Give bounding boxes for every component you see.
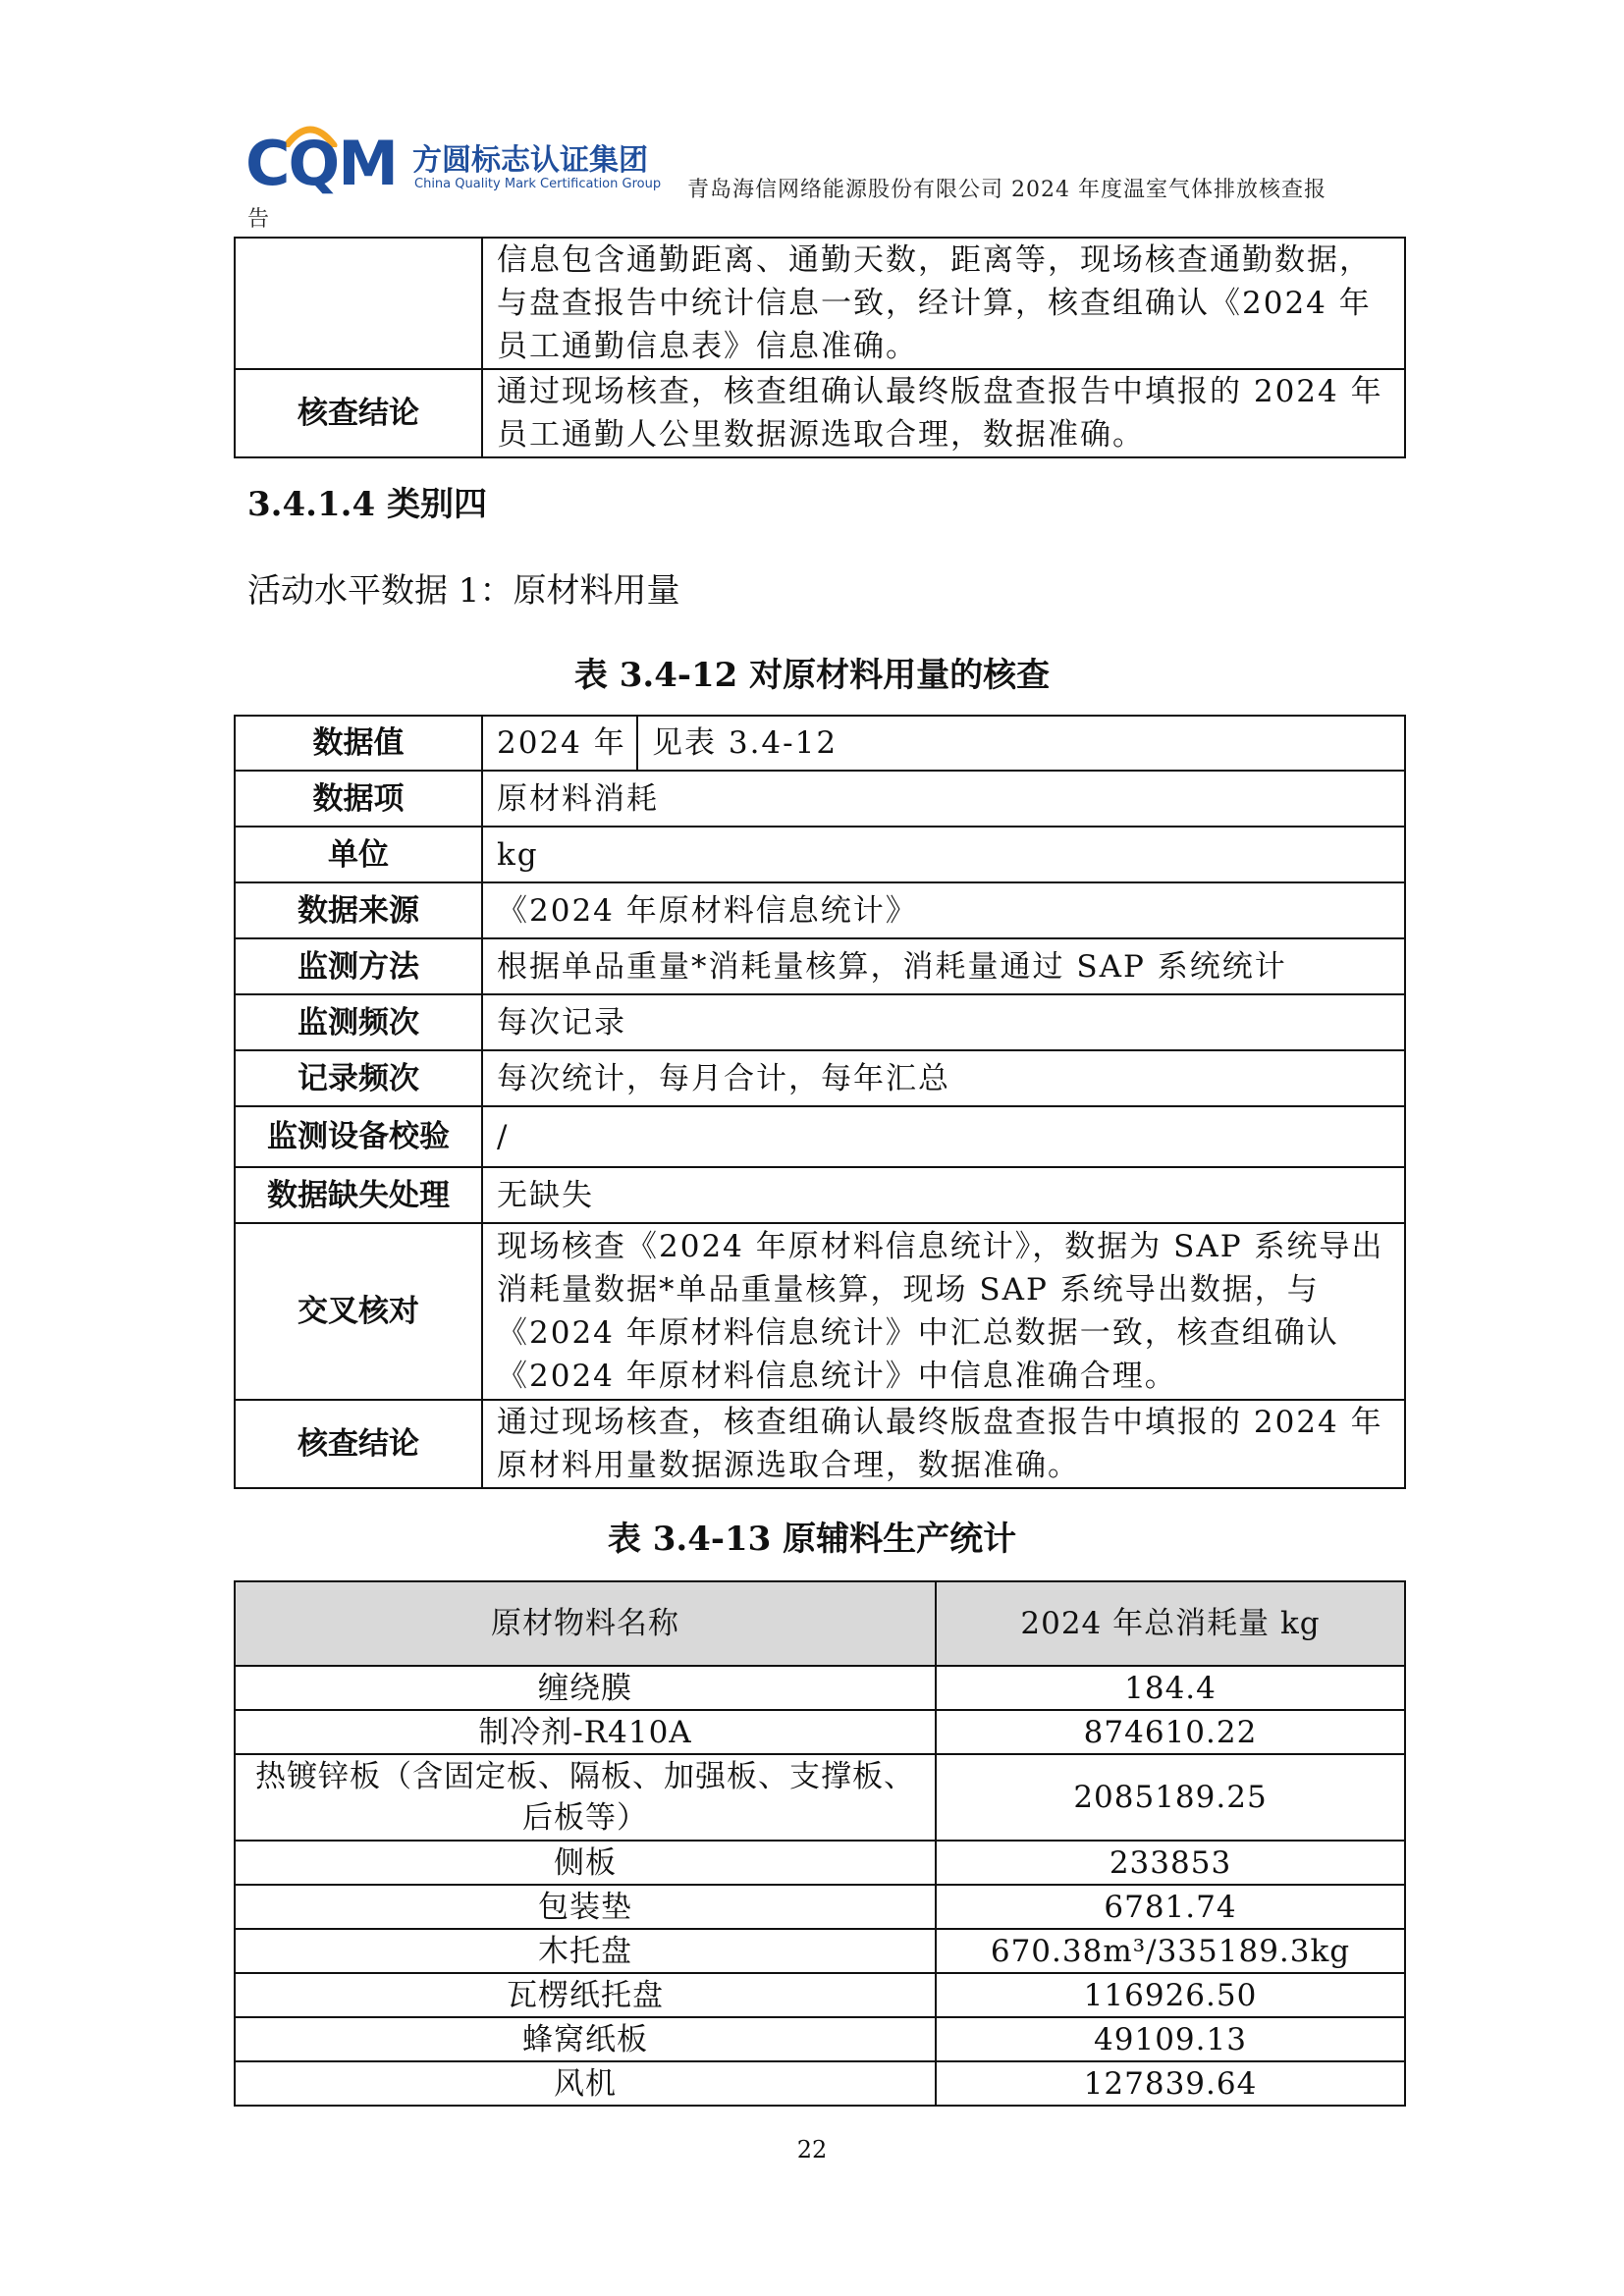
text-line: 与盘查报告中统计信息一致，经计算，核查组确认《2024 年 <box>497 286 1372 321</box>
table-row <box>235 1106 1405 1167</box>
row-label: 数据缺失处理 <box>235 1167 482 1223</box>
material-name: 缠绕膜 <box>235 1666 936 1710</box>
text-line: 信息包含通勤距离、通勤天数，距离等，现场核查通勤数据， <box>497 242 1372 278</box>
page-number: 22 <box>796 2136 828 2163</box>
table-row <box>235 1223 1405 1400</box>
row-label: 单位 <box>235 827 482 882</box>
row-label: 核查结论 <box>235 369 482 457</box>
row-label: 监测设备校验 <box>235 1106 482 1167</box>
table-row <box>235 1400 1405 1488</box>
logo-wordmark: CQM <box>245 128 397 199</box>
material-qty: 127839.64 <box>936 2061 1405 2106</box>
section-heading: 3.4.1.4 类别四 <box>247 485 487 524</box>
table-row <box>235 1050 1405 1106</box>
cqm-logo <box>245 120 697 198</box>
text-line: 《2024 年原材料信息统计》中汇总数据一致，核查组确认 <box>497 1315 1339 1351</box>
table-row <box>235 994 1405 1050</box>
material-qty: 49109.13 <box>936 2017 1405 2061</box>
table-caption: 表 3.4-13 原辅料生产统计 <box>607 1520 1017 1559</box>
column-header: 2024 年总消耗量 kg <box>936 1581 1405 1666</box>
header-report-title-wrap: 告 <box>247 207 270 232</box>
table-row <box>235 938 1405 994</box>
table-row <box>235 369 1405 457</box>
row-value <box>482 1400 1405 1488</box>
row-label: 监测频次 <box>235 994 482 1050</box>
table-row <box>235 882 1405 938</box>
material-name: 瓦楞纸托盘 <box>235 1973 936 2017</box>
row-label: 核查结论 <box>235 1400 482 1488</box>
table-row <box>235 771 1405 827</box>
row-value: kg <box>482 827 1405 882</box>
row-label: 监测方法 <box>235 938 482 994</box>
material-qty: 2085189.25 <box>936 1754 1405 1841</box>
text-line: 员工通勤人公里数据源选取合理，数据准确。 <box>497 417 1145 453</box>
table-row <box>235 1973 1405 2017</box>
table-row <box>235 1710 1405 1754</box>
table-caption: 表 3.4-12 对原材料用量的核查 <box>573 656 1051 695</box>
row-value: 见表 3.4-12 <box>637 716 1405 771</box>
text-line: 消耗量数据*单品重量核算，现场 SAP 系统导出数据，与 <box>497 1272 1320 1308</box>
text-line: 通过现场核查，核查组确认最终版盘查报告中填报的 2024 年 <box>497 374 1383 409</box>
table-row <box>235 1929 1405 1973</box>
material-qty: 116926.50 <box>936 1973 1405 2017</box>
row-value: 每次记录 <box>482 994 1405 1050</box>
row-label: 数据来源 <box>235 882 482 938</box>
row-value: 原材料消耗 <box>482 771 1405 827</box>
material-qty: 233853 <box>936 1841 1405 1885</box>
table-row <box>235 2017 1405 2061</box>
material-name: 木托盘 <box>235 1929 936 1973</box>
row-label <box>235 238 482 369</box>
table-row <box>235 716 1405 771</box>
row-label: 交叉核对 <box>235 1223 482 1400</box>
table-row <box>235 1885 1405 1929</box>
text-line: 员工通勤信息表》信息准确。 <box>497 329 918 364</box>
table-row <box>235 1754 1405 1841</box>
row-value: 每次统计，每月合计，每年汇总 <box>482 1050 1405 1106</box>
material-name: 蜂窝纸板 <box>235 2017 936 2061</box>
material-qty: 874610.22 <box>936 1710 1405 1754</box>
material-name: 侧板 <box>235 1841 936 1885</box>
material-name: 包装垫 <box>235 1885 936 1929</box>
table-row <box>235 1666 1405 1710</box>
table-header-row <box>235 1581 1405 1666</box>
text-line: 通过现场核查，核查组确认最终版盘查报告中填报的 2024 年 <box>497 1405 1383 1440</box>
table-row <box>235 1841 1405 1885</box>
text-line: 原材料用量数据源选取合理，数据准确。 <box>497 1448 1080 1483</box>
column-header: 原材物料名称 <box>235 1581 936 1666</box>
row-label: 数据值 <box>235 716 482 771</box>
raw-material-statistics-table <box>234 1580 1406 2107</box>
row-value <box>482 369 1405 457</box>
material-check-table <box>234 715 1406 1489</box>
section-subheading: 活动水平数据 1：原材料用量 <box>247 571 680 611</box>
table-row <box>235 827 1405 882</box>
logo-english-name: China Quality Mark Certification Group <box>414 177 662 191</box>
table-row <box>235 1167 1405 1223</box>
table-row <box>235 238 1405 369</box>
logo-chinese-name: 方圆标志认证集团 <box>412 143 648 178</box>
material-name: 热镀锌板（含固定板、隔板、加强板、支撑板、后板等） <box>235 1754 936 1841</box>
table-row <box>235 2061 1405 2106</box>
text-line: 《2024 年原材料信息统计》中信息准确合理。 <box>497 1359 1177 1394</box>
material-name: 制冷剂-R410A <box>235 1710 936 1754</box>
row-value: / <box>482 1106 1405 1167</box>
row-label: 记录频次 <box>235 1050 482 1106</box>
commute-check-table-continued <box>234 237 1406 458</box>
material-qty: 670.38m³/335189.3kg <box>936 1929 1405 1973</box>
row-value: 无缺失 <box>482 1167 1405 1223</box>
row-value: 《2024 年原材料信息统计》 <box>482 882 1405 938</box>
year-cell: 2024 年 <box>482 716 637 771</box>
material-qty: 184.4 <box>936 1666 1405 1710</box>
material-name: 风机 <box>235 2061 936 2106</box>
text-line: 现场核查《2024 年原材料信息统计》，数据为 SAP 系统导出 <box>497 1229 1384 1264</box>
row-label: 数据项 <box>235 771 482 827</box>
material-qty: 6781.74 <box>936 1885 1405 1929</box>
row-value: 根据单品重量*消耗量核算，消耗量通过 SAP 系统统计 <box>482 938 1405 994</box>
row-value <box>482 1223 1405 1400</box>
header-report-title: 青岛海信网络能源股份有限公司 2024 年度温室气体排放核查报 <box>687 178 1326 202</box>
row-value <box>482 238 1405 369</box>
